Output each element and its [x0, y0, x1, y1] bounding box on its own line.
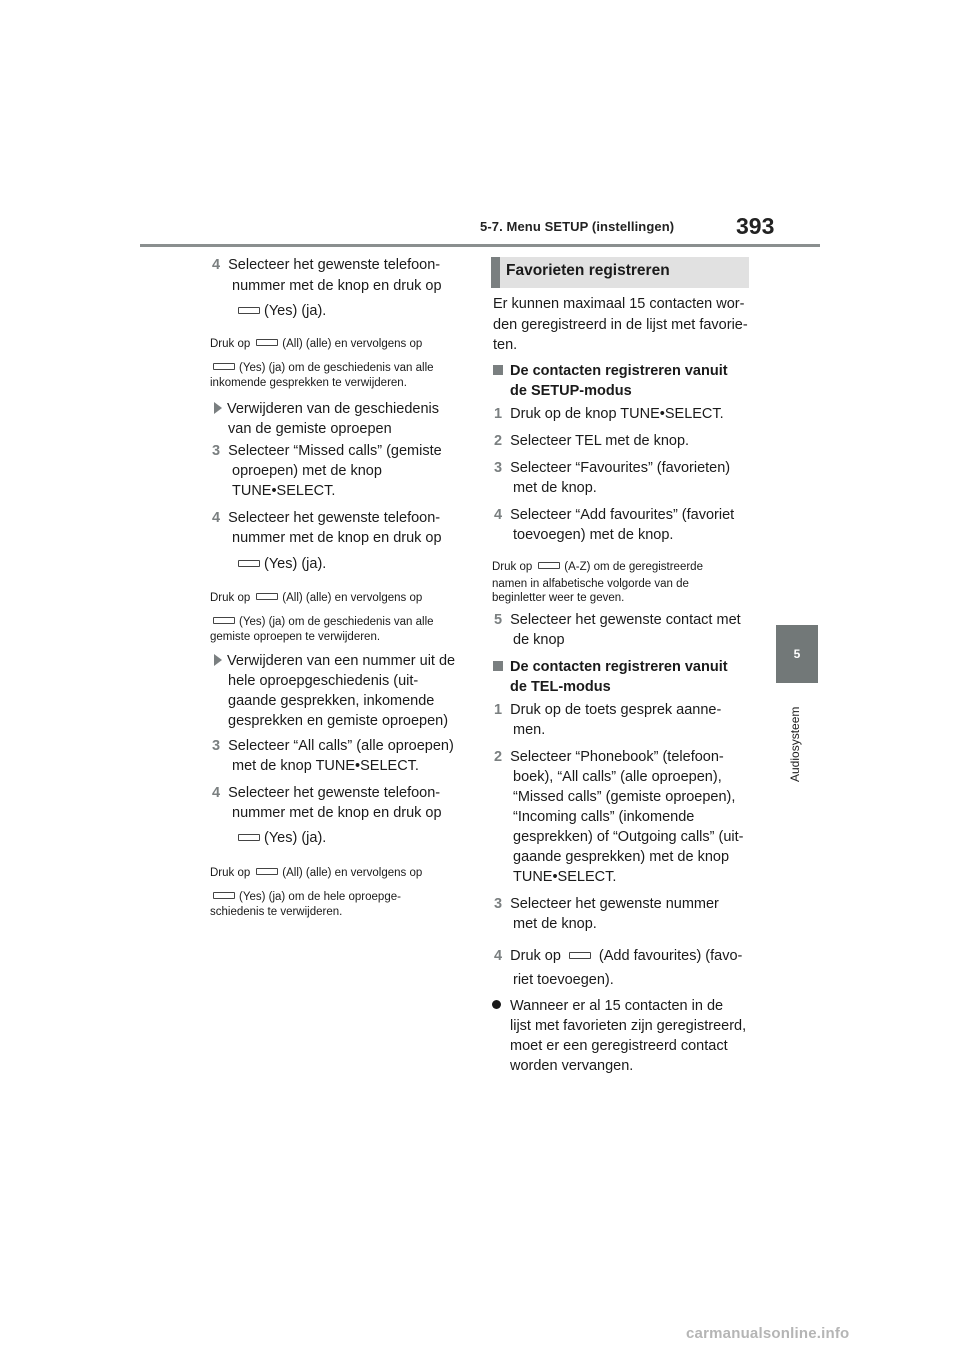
- step-3-line-3: TUNE•SELECT.: [232, 483, 336, 499]
- step-text: (Add favourites) (favo-: [598, 948, 743, 964]
- watermark: carmanualsonline.info: [686, 1325, 850, 1342]
- subheading-2-line-4: gesprekken en gemiste oproepen): [228, 713, 449, 729]
- subsection-text: De contacten registreren vanuit: [510, 363, 728, 379]
- note-1-line-3: inkomende gesprekken te verwijderen.: [210, 377, 407, 389]
- note-text: (All) (alle) en vervolgens op: [282, 592, 423, 604]
- tel-step-2-line-1: [494, 747, 724, 768]
- step-number: 3: [494, 896, 503, 912]
- note-2-line-1: [210, 591, 422, 605]
- tel-step-2-line-3: “Missed calls” (gemiste oproepen),: [513, 789, 736, 805]
- note-2-line-3: gemiste oproepen te verwijderen.: [210, 631, 381, 643]
- setup-step-5-line-1: [494, 610, 741, 631]
- bullet-line-3: moet er een geregistreerd contact: [510, 1038, 728, 1054]
- screen-button-icon: [256, 339, 278, 346]
- section-heading-box: [491, 257, 749, 288]
- note-4-line-3: beginletter weer te geven.: [492, 592, 625, 604]
- chapter-label-box: [786, 692, 806, 784]
- step-text: (Yes) (ja).: [264, 556, 327, 572]
- screen-button-icon: [213, 363, 235, 370]
- note-4-line-1: [492, 560, 703, 574]
- setup-step-5-line-2: de knop: [513, 632, 565, 648]
- screen-button-icon: [238, 560, 260, 567]
- step-3-line-1: [212, 441, 442, 462]
- step-number: 4: [212, 785, 221, 801]
- step-4-line-1: [212, 255, 440, 276]
- subsection-2-line-2: de TEL-modus: [510, 679, 611, 695]
- step-text: Selecteer “Phonebook” (telefoon-: [510, 749, 724, 765]
- subheading-2-line-1: [214, 651, 455, 672]
- step-number: 4: [494, 948, 503, 964]
- step-text: Selecteer het gewenste nummer: [510, 896, 719, 912]
- step-number: 2: [494, 749, 503, 765]
- step-text: Selecteer het gewenste telefoon-: [228, 785, 441, 801]
- subheading-2-line-2: hele oproepgeschiedenis (uit-: [228, 673, 419, 689]
- header-rule: [140, 244, 820, 247]
- triangle-bullet-icon: [214, 654, 222, 666]
- screen-button-icon: [256, 868, 278, 875]
- step-text: Selecteer “Favourites” (favorieten): [510, 460, 731, 476]
- subheading-1-line-1: [214, 399, 439, 420]
- step-4-line-2: nummer met de knop en druk op: [232, 278, 442, 294]
- step-text: Selecteer “Missed calls” (gemiste: [228, 443, 442, 459]
- setup-step-3-line-1: [494, 458, 730, 479]
- step-text: Druk op de knop TUNE•SELECT.: [510, 406, 724, 422]
- chapter-tab: 5: [776, 625, 818, 683]
- triangle-bullet-icon: [214, 402, 222, 414]
- tel-step-4-line-1: [494, 946, 742, 967]
- note-3-line-1: [210, 866, 422, 880]
- step-3b-line-2: met de knop TUNE•SELECT.: [232, 758, 419, 774]
- tel-step-1-line-1: [494, 700, 721, 721]
- screen-button-icon: [238, 834, 260, 841]
- subheading-1-line-2: van de gemiste oproepen: [228, 421, 392, 437]
- step-4c-line-1: [212, 783, 440, 804]
- note-text: (A-Z) om de geregistreerde: [564, 561, 703, 573]
- step-4b-line-3: [236, 554, 326, 575]
- note-text: (All) (alle) en vervolgens op: [282, 338, 423, 350]
- step-number: 4: [212, 257, 221, 273]
- step-text: Selecteer het gewenste telefoon-: [228, 257, 441, 273]
- bullet-line-4: worden vervangen.: [510, 1058, 634, 1074]
- step-text: Druk op: [510, 948, 561, 964]
- note-text: Druk op: [210, 338, 251, 350]
- setup-step-2: [494, 431, 689, 452]
- screen-button-icon: [538, 562, 560, 569]
- intro-line-1: Er kunnen maximaal 15 contacten wor-: [493, 296, 745, 312]
- bullet-text: Wanneer er al 15 contacten in de: [510, 998, 724, 1014]
- note-1-line-1: [210, 337, 422, 351]
- step-4c-line-3: [236, 828, 326, 849]
- step-text: (Yes) (ja).: [264, 303, 327, 319]
- step-4-line-3: [236, 301, 326, 322]
- bullet-dot-icon: [492, 1000, 501, 1009]
- intro-line-3: ten.: [493, 337, 518, 353]
- step-number: 3: [494, 460, 503, 476]
- step-number: 3: [212, 738, 221, 754]
- step-number: 1: [494, 406, 503, 422]
- tel-step-2-line-7: TUNE•SELECT.: [513, 869, 617, 885]
- subheading-2-line-3: gaande gesprekken, inkomende: [228, 693, 435, 709]
- note-4-line-2: namen in alfabetische volgorde van de: [492, 578, 689, 590]
- note-text: Druk op: [210, 592, 251, 604]
- setup-step-3-line-2: met de knop.: [513, 480, 597, 496]
- setup-step-1: [494, 404, 724, 425]
- note-3-line-2: [210, 890, 401, 904]
- step-text: Selecteer het gewenste contact met: [510, 612, 741, 628]
- step-number: 2: [494, 433, 503, 449]
- step-4b-line-1: [212, 508, 440, 529]
- step-4c-line-2: nummer met de knop en druk op: [232, 805, 442, 821]
- step-number: 4: [212, 510, 221, 526]
- note-text: (All) (alle) en vervolgens op: [282, 867, 423, 879]
- note-2-line-2: [210, 615, 434, 629]
- square-bullet-icon: [493, 365, 503, 375]
- square-bullet-icon: [493, 661, 503, 671]
- subsection-text: De contacten registreren vanuit: [510, 659, 728, 675]
- step-3b-line-1: [212, 736, 454, 757]
- step-text: Selecteer “All calls” (alle oproepen): [228, 738, 454, 754]
- section-heading: Favorieten registreren: [506, 262, 670, 279]
- setup-step-4-line-1: [494, 505, 734, 526]
- note-3-line-3: schiedenis te verwijderen.: [210, 906, 343, 918]
- step-text: Selecteer het gewenste telefoon-: [228, 510, 441, 526]
- subsection-2-line-1: [493, 657, 728, 678]
- tel-step-1-line-2: men.: [513, 722, 546, 738]
- screen-button-icon: [213, 892, 235, 899]
- screen-button-icon: [238, 307, 260, 314]
- intro-line-2: den geregistreerd in de lijst met favorie-: [493, 317, 748, 333]
- subheading-text: Verwijderen van een nummer uit de: [227, 653, 456, 669]
- step-text: Selecteer TEL met de knop.: [510, 433, 690, 449]
- screen-button-icon: [569, 952, 591, 959]
- subsection-1-line-1: [493, 361, 728, 382]
- tel-step-2-line-5: gesprekken) of “Outgoing calls” (uit-: [513, 829, 744, 845]
- step-3-line-2: oproepen) met de knop: [232, 463, 382, 479]
- step-number: 5: [494, 612, 503, 628]
- note-text: (Yes) (ja) om de hele oproepge-: [239, 891, 401, 903]
- screen-button-icon: [256, 593, 278, 600]
- subheading-text: Verwijderen van de geschiedenis: [227, 401, 439, 417]
- note-text: Druk op: [492, 561, 533, 573]
- tel-step-2-line-6: gaande gesprekken) met de knop: [513, 849, 730, 865]
- step-text: Druk op de toets gesprek aanne-: [510, 702, 722, 718]
- setup-step-4-line-2: toevoegen) met de knop.: [513, 527, 674, 543]
- step-number: 3: [212, 443, 221, 459]
- note-1-line-2: [210, 361, 434, 375]
- tel-step-3-line-2: met de knop.: [513, 916, 597, 932]
- step-text: Selecteer “Add favourites” (favoriet: [510, 507, 735, 523]
- tel-step-2-line-4: “Incoming calls” (inkomende: [513, 809, 695, 825]
- chapter-label: Audiosysteem: [788, 706, 802, 782]
- step-text: (Yes) (ja).: [264, 830, 327, 846]
- note-text: (Yes) (ja) om de geschiedenis van alle: [239, 362, 434, 374]
- bullet-line-1: [492, 996, 723, 1017]
- step-4b-line-2: nummer met de knop en druk op: [232, 530, 442, 546]
- screen-button-icon: [213, 617, 235, 624]
- section-title: 5-7. Menu SETUP (instellingen): [480, 219, 675, 234]
- note-text: (Yes) (ja) om de geschiedenis van alle: [239, 616, 434, 628]
- page-number: 393: [736, 213, 775, 239]
- step-number: 1: [494, 702, 503, 718]
- tel-step-4-line-2: riet toevoegen).: [513, 972, 614, 988]
- bullet-line-2: lijst met favorieten zijn geregistreerd,: [510, 1018, 747, 1034]
- tel-step-3-line-1: [494, 894, 719, 915]
- note-text: Druk op: [210, 867, 251, 879]
- subsection-1-line-2: de SETUP-modus: [510, 383, 632, 399]
- step-number: 4: [494, 507, 503, 523]
- tel-step-2-line-2: boek), “All calls” (alle oproepen),: [513, 769, 722, 785]
